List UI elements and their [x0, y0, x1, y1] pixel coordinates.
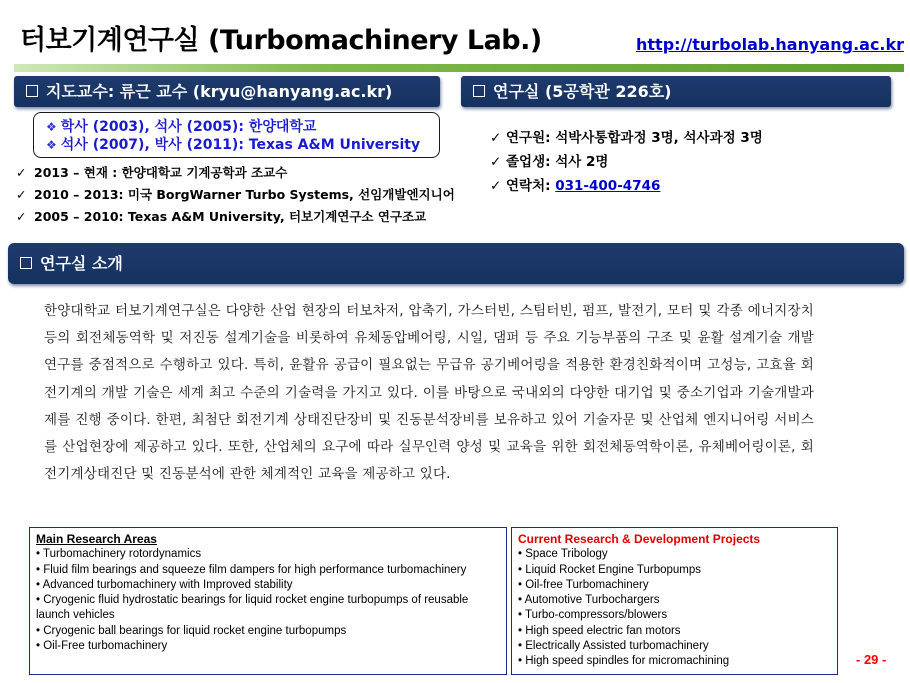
members-text: 연구원: 석박사통합과정 3명, 석사과정 3명 [506, 130, 763, 146]
degree-item [46, 118, 439, 136]
list-item: • Liquid Rocket Engine Turbopumps [518, 563, 702, 576]
list-item: • Automotive Turbochargers [518, 594, 660, 607]
lab-label: 연구실 (5공학관 226호) [493, 82, 672, 101]
list-item: • Advanced turbomachinery with Improved stability [36, 578, 293, 591]
degrees-box [33, 112, 440, 158]
list-item: • Turbomachinery rotordynamics [36, 548, 202, 561]
advisor-section-header [14, 76, 440, 107]
projects-heading: Current Research & Development Projects [518, 532, 761, 546]
checkmark-icon: ✓ [490, 178, 502, 194]
lab-section-header [461, 76, 891, 107]
projects-panel [511, 527, 838, 675]
list-item: • Oil-Free turbomachinery [36, 640, 168, 653]
research-areas-list [36, 547, 500, 654]
diamond-bullet-icon: ❖ [46, 138, 57, 152]
career-item [16, 206, 455, 228]
checkbox-bullet-icon [473, 85, 485, 97]
lab-info-item [490, 174, 763, 198]
alumni-text: 졸업생: 석사 2명 [506, 154, 609, 170]
career-item [16, 162, 455, 184]
degree-item [46, 136, 439, 154]
contact-phone-link[interactable]: 031-400-4746 [555, 178, 661, 194]
research-areas-panel [29, 527, 507, 675]
career-item [16, 184, 455, 206]
lab-info-list [490, 126, 763, 198]
career-text: 2010 – 2013: 미국 BorgWarner Turbo Systems, 선임개발엔지니어 [34, 187, 455, 202]
list-item: • High speed electric fan motors [518, 624, 681, 637]
lab-website-link[interactable]: http://turbolab.hanyang.ac.kr [636, 35, 905, 54]
list-item: • High speed spindles for micromachining [518, 655, 730, 668]
checkbox-bullet-icon [20, 257, 32, 269]
header-divider [14, 64, 904, 72]
intro-section-header [8, 243, 904, 284]
page-number: - 29 - [856, 652, 887, 667]
lab-info-item [490, 150, 763, 174]
research-areas-heading: Main Research Areas [36, 532, 157, 546]
projects-list [518, 547, 831, 669]
list-item: • Turbo-compressors/blowers [518, 609, 668, 622]
list-item: • Electrically Assisted turbomachinery [518, 640, 709, 653]
list-item: • Cryogenic ball bearings for liquid rocket engine turbopumps [36, 624, 347, 637]
contact-label: 연락처: [506, 178, 556, 194]
checkbox-bullet-icon [26, 85, 38, 97]
checkmark-icon: ✓ [16, 209, 27, 224]
checkmark-icon: ✓ [16, 165, 27, 180]
list-item: • Fluid film bearings and squeeze film dampers for high performance turbomachinery [36, 563, 467, 576]
list-item: • Cryogenic fluid hydrostatic bearings for liquid rocket engine turbopumps of reusable launch vehicles [36, 594, 469, 622]
lab-info-item [490, 126, 763, 150]
checkmark-icon: ✓ [490, 154, 502, 170]
list-item: • Space Tribology [518, 548, 608, 561]
career-text: 2005 – 2010: Texas A&M University, 터보기계연구소 연구조교 [34, 209, 427, 224]
degree-text: 석사 (2007), 박사 (2011): Texas A&M University [60, 137, 421, 153]
advisor-label: 지도교수: 류근 교수 (kryu@hanyang.ac.kr) [46, 82, 393, 101]
intro-paragraph: 한양대학교 터보기계연구실은 다양한 산업 현장의 터보차저, 압축기, 가스터빈, 스팀터빈, 펌프, 발전기, 모터 및 각종 에너지장치 등의 회전체동역학 및 저진동 설계기술을 비롯하여 유체동압베어링, 시일, 댐퍼 등 주요 기능부품의 구조 및 윤활 설계기술 개발 연구를 중점적으로 수행하고 있다. 특히, 윤활유 공급이 필요없는 무급유 공기베어링을 적용한 환경친화적이며 고성능, 고효율 회전기계의 개발 기술은 세계 최고 수준의 기술력을 가지고 있다. 이를 바탕으로 국내외의 다양한 대기업 및 중소기업과 기술개발과제를 진행 중이다. 한편, 최첨단 회전기계 상태진단장비 및 진동분석장비를 보유하고 있어 기술자문 및 산업체 엔지니어링 서비스를 산업현장에 제공하고 있다. 또한, 산업체의 요구에 따라 실무인력 양성 및 교육을 위한 회전체동역학이론, 유체베어링이론, 회전기계상태진단 및 진동분석에 관한 체계적인 교육을 제공하고 있다. [44, 303, 814, 483]
checkmark-icon: ✓ [490, 130, 502, 146]
career-list [16, 162, 455, 228]
checkmark-icon: ✓ [16, 187, 27, 202]
degree-text: 학사 (2003), 석사 (2005): 한양대학교 [60, 119, 317, 135]
list-item: • Oil-free Turbomachinery [518, 578, 649, 591]
career-text: 2013 – 현재 : 한양대학교 기계공학과 조교수 [34, 165, 288, 180]
page-title: 터보기계연구실 (Turbomachinery Lab.) [20, 25, 542, 56]
diamond-bullet-icon: ❖ [46, 120, 57, 134]
intro-label: 연구실 소개 [40, 254, 123, 273]
